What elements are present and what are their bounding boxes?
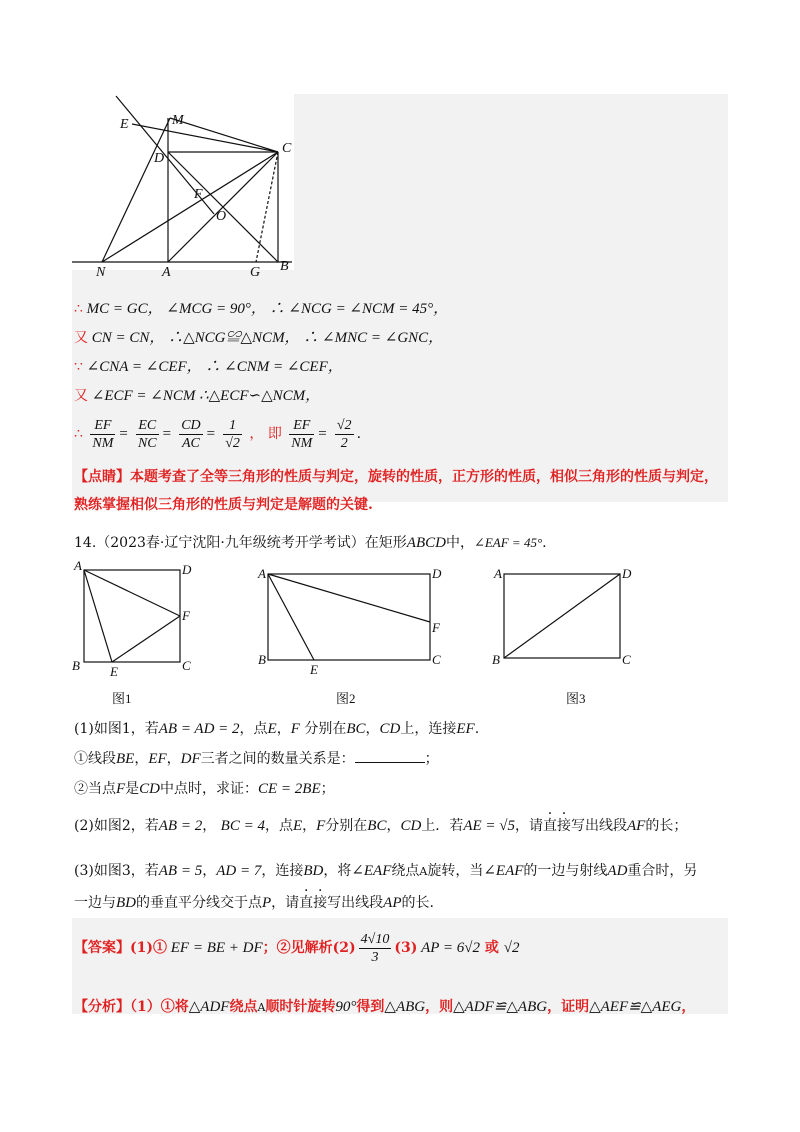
fig2-E: E [310, 662, 318, 677]
label-E: E [120, 117, 129, 132]
label-G: G [250, 265, 261, 280]
fig2-F: F [432, 620, 440, 635]
fig1-C: C [182, 658, 191, 673]
question-3-line-2: 一边与BD的垂直平分线交于点P，请直接写出线段AP的长. [74, 895, 434, 911]
fig1-E: E [110, 664, 118, 679]
fig3-B: B [492, 652, 500, 667]
proof-ratio-line: ∴ $\frac{EF}{NM}$ = $\frac{EC}{NC}$ = $\frac{CD}{AC}$ = $\frac{1}{√2}$ ， 即 $\frac{EF}{NM}$ = $\frac{√2}{2}$ . [74, 417, 362, 451]
answer-blank[interactable] [355, 749, 425, 763]
label-D: D [154, 151, 165, 166]
fig1-D: D [182, 562, 192, 577]
label-O: O [216, 209, 227, 224]
figure-2-caption: 图2 [336, 691, 356, 706]
solution-shade-top [294, 94, 728, 270]
label-C: C [282, 141, 292, 156]
question-1-part-b: ②当点F是CD中点时，求证：CE = 2BE； [74, 781, 335, 797]
figure-3 [488, 564, 648, 674]
fig2-D: D [432, 566, 442, 581]
problem-header: 14.（2023春·辽宁沈阳·九年级统考开学考试）在矩形ABCD中，∠EAF = 45°. [74, 535, 547, 551]
question-1-part-a: ①线段BE，EF，DF三者之间的数量关系是： ； [74, 751, 439, 767]
label-F: F [194, 187, 203, 202]
proof-line-1: ∴ MC = GC， ∠MCG = 90°， ∴ ∠NCG = ∠NCM = 45°， [74, 301, 449, 317]
fig1-B: B [72, 658, 80, 673]
label-B: B [280, 259, 289, 274]
figure-1 [72, 560, 202, 690]
label-N: N [96, 265, 106, 280]
fig1-F: F [182, 608, 190, 623]
fig1-A: A [74, 560, 82, 573]
analysis-line: 【分析】（1）①将△ADF绕点A顺时针旋转90°得到△ABG，则△ADF≌△ABG，证明△AEF≌△AEG， [74, 999, 696, 1015]
answer-line: 【答案】(1)① EF = BE + DF；②见解析(2) $\frac{4√10}{3}$ (3) AP = 6√2 或 √2 [74, 931, 520, 965]
comment-line-2: 熟练掌握相似三角形的性质与判定是解题的关键. [74, 497, 373, 513]
figure-1-caption: 图1 [112, 691, 132, 706]
proof-line-3: ∵ ∠CNA = ∠CEF， ∴ ∠CNM = ∠CEF， [74, 359, 343, 375]
label-A: A [162, 265, 171, 280]
fig2-B: B [258, 652, 266, 667]
fig3-A: A [494, 566, 502, 581]
fig3-C: C [622, 652, 631, 667]
proof-line-4: 又 ∠ECF = ∠NCM ∴△ECF∽△NCM， [74, 388, 321, 404]
question-2: (2)如图2，若AB = 2， BC = 4，点E，F分别在BC，CD上．若AE = √5，请直接写出线段AF的长； [74, 818, 688, 834]
figure-2 [256, 564, 456, 680]
fig2-C: C [432, 652, 441, 667]
comment-line-1: 【点睛】本题考查了全等三角形的性质与判定，旋转的性质，正方形的性质，相似三角形的性质与判定， [74, 469, 718, 485]
fig3-D: D [622, 566, 632, 581]
question-1: (1)如图1，若AB = AD = 2，点E，F 分别在BC，CD上，连接EF. [74, 721, 480, 737]
proof-line-2: 又 CN = CN， ∴△NCG≌△NCM， ∴ ∠MNC = ∠GNC， [74, 330, 444, 346]
solution-figure [72, 94, 302, 284]
figure-3-caption: 图3 [566, 691, 586, 706]
label-M: M [172, 113, 184, 128]
fig2-A: A [258, 566, 266, 581]
question-3-line-1: (3)如图3，若AB = 5，AD = 7，连接BD，将∠EAF绕点A旋转，当∠EAF的一边与射线AD重合时，另 [74, 863, 698, 879]
